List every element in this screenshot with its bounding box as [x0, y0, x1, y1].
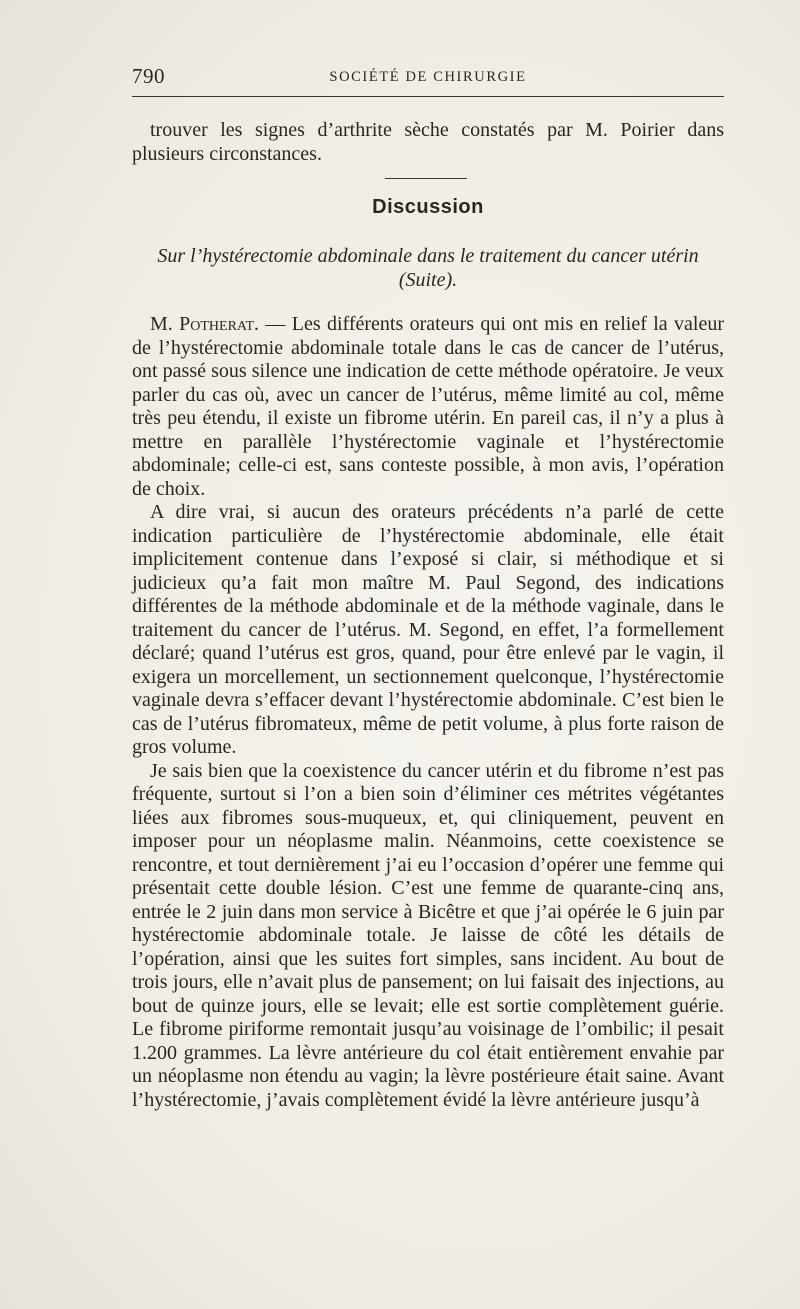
page-number: 790	[132, 64, 165, 88]
speaker-name: Potherat.	[179, 313, 260, 335]
section-subtitle	[132, 244, 724, 292]
page-header	[132, 60, 724, 97]
section-divider-rule	[385, 178, 467, 179]
speaker-prefix: M.	[150, 313, 180, 335]
intro-text-block	[132, 119, 724, 166]
paragraph-1-text: — Les différents orateurs qui ont mis en relief la valeur de l’hystérectomie abdominale totale dans le cas de cancer de l’utérus, ont passé sous silence une indication de cette méthode opératoire. Je veux parler du cas où, avec un cancer de l’utérus, même limité au col, même très peu étendu, il existe un fibrome utérin. En pareil cas, il n’y a plus à mettre en parallèle l’hystérectomie vaginale et l’hystérectomie abdominale; celle-ci est, sans conteste possible, à mon avis, l’opération de choix.	[132, 313, 724, 500]
subtitle-line-1: Sur l’hystérectomie abdominale dans le traitement du cancer utérin	[157, 245, 699, 267]
subtitle-line-2: (Suite).	[398, 269, 458, 291]
body-text-block	[132, 313, 724, 1112]
intro-paragraph: trouver les signes d’arthrite sèche constatés par M. Poirier dans plusieurs circonstances.	[132, 119, 724, 165]
running-head: SOCIÉTÉ DE CHIRURGIE	[329, 69, 527, 85]
paragraph-3: Je sais bien que la coexistence du cancer utérin et du fibrome n’est pas fréquente, surtout si l’on a bien soin d’éliminer ces métrites végétantes liées aux fibromes sous-muqueux, et, qui cliniquement, peuvent en imposer pour un néoplasme malin. Néanmoins, cette coexistence se rencontre, et tout dernièrement j’ai eu l’occasion d’opérer une femme qui présentait cette double lésion. C’est une femme de quarante-cinq ans, entrée le 2 juin dans mon service à Bicêtre et que j’ai opérée le 6 juin par hystérectomie abdominale totale. Je laisse de côté les détails de l’opération, ainsi que les suites fort simples, sans incident. Au bout de trois jours, elle n’avait plus de pansement; on lui faisait des injections, au bout de quinze jours, elle se levait; elle est sortie complètement guérie. Le fibrome piriforme remontait jusqu’au voisinage de l’ombilic; il pesait 1.200 grammes. La lèvre antérieure du col était entièrement envahie par un néoplasme non étendu au vagin; la lèvre postérieure était saine. Avant l’hystérectomie, j’avais complètement évidé la lèvre antérieure jusqu’à	[132, 759, 724, 1111]
paragraph-2: A dire vrai, si aucun des orateurs précédents n’a parlé de cette indication particulière de l’hystérectomie abdominale, elle était implicitement contenue dans l’exposé si clair, si méthodique et si judicieux qu’a fait mon maître M. Paul Segond, des indications différentes de la méthode abdominale et de la méthode vaginale, dans le traitement du cancer de l’utérus. M. Segond, en effet, l’a formellement déclaré; quand l’utérus est gros, quand, pour être enlevé par le vagin, il exigera un morcellement, un sectionnement quelconque, l’hystérectomie vaginale devra s’effacer devant l’hystérectomie abdominale. C’est bien le cas de l’utérus fibromateux, même de petit volume, à plus forte raison de gros volume.	[132, 501, 724, 758]
paragraph-potherat	[132, 313, 724, 501]
section-title: Discussion	[372, 196, 484, 218]
